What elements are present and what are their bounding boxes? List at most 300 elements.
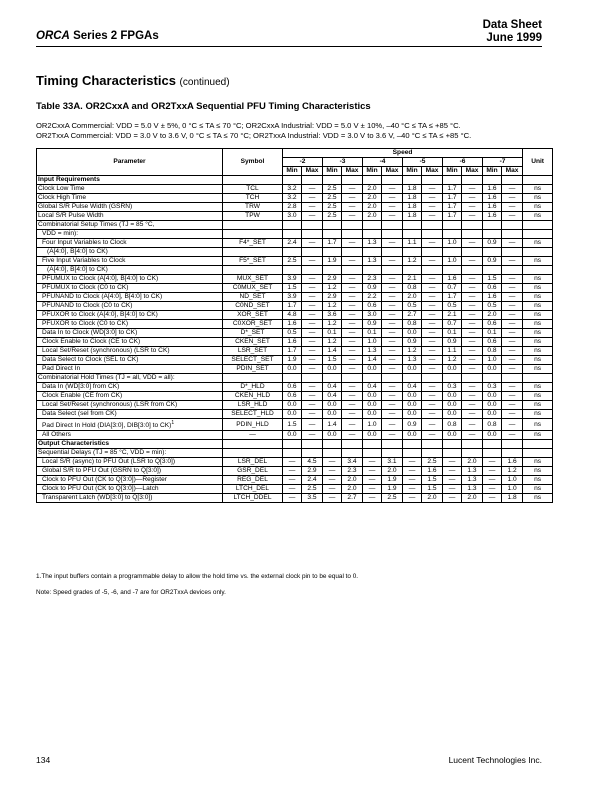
empty-cell (502, 248, 523, 257)
value-cell: — (342, 257, 363, 266)
symbol-cell: PDIN_HLD (223, 419, 283, 431)
unit-cell: ns (523, 419, 553, 431)
value-cell: — (422, 383, 443, 392)
empty-cell (422, 440, 443, 449)
value-cell: 1.8 (403, 185, 422, 194)
value-cell: 1.6 (483, 203, 502, 212)
empty-cell (302, 221, 323, 230)
unit-cell: ns (523, 383, 553, 392)
value-cell: 2.0 (363, 212, 382, 221)
symbol-cell: REG_DEL (223, 476, 283, 485)
empty-cell (283, 266, 302, 275)
speed-grade-header: -3 (323, 158, 363, 167)
unit-cell: ns (523, 338, 553, 347)
table-row (37, 248, 553, 257)
value-cell: 0.3 (483, 383, 502, 392)
parameter-text: Data In to Clock (WD[3:0] to CK) (42, 329, 138, 336)
value-cell: — (502, 410, 523, 419)
value-cell: 0.4 (323, 383, 342, 392)
value-cell: 0.6 (483, 338, 502, 347)
parameter-text: Four Input Variables to Clock (42, 239, 127, 246)
max-header: Max (422, 167, 443, 176)
value-cell: 0.9 (483, 239, 502, 248)
value-cell: 0.4 (323, 392, 342, 401)
header-unit: Unit (523, 149, 553, 176)
value-cell: — (502, 338, 523, 347)
empty-cell (443, 449, 462, 458)
empty-cell (523, 230, 553, 239)
value-cell: — (382, 329, 403, 338)
value-cell: — (302, 401, 323, 410)
parameter-text: Local S/R Pulse Width (38, 212, 104, 219)
value-cell: — (342, 383, 363, 392)
value-cell: — (342, 185, 363, 194)
value-cell: 1.3 (403, 356, 422, 365)
parameter-text: Local Set/Reset (synchronous) (LSR from CK) (42, 401, 178, 408)
value-cell: 0.0 (363, 365, 382, 374)
empty-cell (403, 266, 422, 275)
empty-cell (382, 248, 403, 257)
value-cell: 1.7 (443, 185, 462, 194)
value-cell: — (403, 467, 422, 476)
value-cell: 3.9 (283, 293, 302, 302)
unit-cell: ns (523, 239, 553, 248)
value-cell: — (422, 431, 443, 440)
unit-cell: ns (523, 284, 553, 293)
value-cell: — (462, 311, 483, 320)
value-cell: — (302, 239, 323, 248)
table-row (37, 467, 553, 476)
empty-cell (523, 248, 553, 257)
table-row (37, 320, 553, 329)
value-cell: — (422, 356, 443, 365)
value-cell: — (342, 203, 363, 212)
table-row (37, 410, 553, 419)
value-cell: 1.6 (483, 212, 502, 221)
header-parameter: Parameter (37, 149, 223, 176)
value-cell: 1.4 (363, 356, 382, 365)
header-meta (483, 19, 542, 45)
value-cell: 1.0 (483, 356, 502, 365)
value-cell: — (342, 194, 363, 203)
value-cell: — (363, 458, 382, 467)
max-header: Max (382, 167, 403, 176)
value-cell: 0.0 (443, 401, 462, 410)
value-cell: 1.1 (443, 347, 462, 356)
empty-cell (403, 176, 422, 185)
value-cell: — (382, 401, 403, 410)
empty-cell (502, 374, 523, 383)
empty-cell (323, 449, 342, 458)
max-header: Max (342, 167, 363, 176)
unit-cell: ns (523, 275, 553, 284)
empty-cell (483, 176, 502, 185)
parameter-text: Global S/R Pulse Width (GSRN) (38, 203, 133, 210)
value-cell: — (462, 275, 483, 284)
footnote-1: 1.The input buffers contain a programmable delay to allow the hold time vs. the external clock pin to be equal to 0. (36, 573, 359, 580)
unit-cell: ns (523, 329, 553, 338)
empty-cell (443, 176, 462, 185)
table-row (37, 494, 553, 503)
value-cell: 0.0 (403, 392, 422, 401)
empty-cell (302, 266, 323, 275)
value-cell: 0.0 (283, 365, 302, 374)
empty-cell (523, 221, 553, 230)
value-cell: 0.6 (483, 320, 502, 329)
value-cell: 2.0 (403, 293, 422, 302)
value-cell: 0.1 (483, 329, 502, 338)
empty-cell (382, 374, 403, 383)
section-note: (continued) (179, 77, 230, 88)
unit-cell: ns (523, 302, 553, 311)
value-cell: 1.6 (283, 320, 302, 329)
empty-cell (223, 248, 283, 257)
value-cell: 0.0 (363, 410, 382, 419)
value-cell: — (462, 203, 483, 212)
value-cell: — (462, 356, 483, 365)
value-cell: 1.5 (422, 476, 443, 485)
value-cell: — (302, 302, 323, 311)
value-cell: 2.9 (323, 293, 342, 302)
empty-cell (462, 449, 483, 458)
unit-cell: ns (523, 293, 553, 302)
value-cell: — (502, 194, 523, 203)
value-cell: — (502, 320, 523, 329)
value-cell: 1.9 (283, 356, 302, 365)
empty-cell (283, 449, 302, 458)
value-cell: 0.0 (443, 410, 462, 419)
value-cell: — (462, 212, 483, 221)
value-cell: — (422, 329, 443, 338)
unit-cell: ns (523, 467, 553, 476)
value-cell: — (443, 494, 462, 503)
value-cell: 0.4 (403, 383, 422, 392)
value-cell: 1.0 (363, 338, 382, 347)
value-cell: — (342, 311, 363, 320)
empty-cell (323, 221, 342, 230)
value-cell: — (403, 485, 422, 494)
empty-cell (523, 374, 553, 383)
value-cell: — (382, 194, 403, 203)
value-cell: — (302, 392, 323, 401)
value-cell: 3.2 (283, 185, 302, 194)
value-cell: 1.6 (483, 293, 502, 302)
value-cell: 1.2 (323, 284, 342, 293)
value-cell: — (462, 338, 483, 347)
empty-cell (302, 449, 323, 458)
value-cell: — (382, 338, 403, 347)
min-header: Min (483, 167, 502, 176)
empty-cell (323, 176, 342, 185)
value-cell: 1.5 (283, 284, 302, 293)
symbol-cell: TCH (223, 194, 283, 203)
value-cell: — (342, 239, 363, 248)
unit-cell: ns (523, 410, 553, 419)
value-cell: — (382, 383, 403, 392)
value-cell: 1.2 (403, 257, 422, 266)
empty-cell (443, 230, 462, 239)
empty-cell (502, 176, 523, 185)
symbol-cell: PDIN_SET (223, 365, 283, 374)
empty-cell (342, 221, 363, 230)
value-cell: — (443, 467, 462, 476)
empty-cell (523, 176, 553, 185)
parameter-text: Clock Enable (CE from CK) (42, 392, 123, 399)
empty-cell (382, 176, 403, 185)
value-cell: — (302, 212, 323, 221)
value-cell: 0.3 (443, 383, 462, 392)
value-cell: 0.5 (403, 302, 422, 311)
value-cell: — (323, 458, 342, 467)
value-cell: 2.0 (462, 458, 483, 467)
empty-cell (422, 176, 443, 185)
value-cell: — (302, 329, 323, 338)
value-cell: — (302, 311, 323, 320)
symbol-cell: TPW (223, 212, 283, 221)
value-cell: 0.0 (443, 365, 462, 374)
value-cell: — (382, 293, 403, 302)
value-cell: 3.4 (342, 458, 363, 467)
value-cell: — (462, 293, 483, 302)
empty-cell (342, 266, 363, 275)
value-cell: 0.6 (483, 284, 502, 293)
empty-cell (462, 230, 483, 239)
unit-cell: ns (523, 203, 553, 212)
value-cell: — (502, 212, 523, 221)
value-cell: 1.6 (483, 194, 502, 203)
empty-cell (323, 374, 342, 383)
parameter-cell (37, 338, 223, 347)
value-cell: 0.0 (403, 410, 422, 419)
parameter-cell (37, 185, 223, 194)
value-cell: 1.7 (283, 302, 302, 311)
parameter-cell (37, 419, 223, 431)
empty-cell (223, 221, 283, 230)
value-cell: — (502, 392, 523, 401)
value-cell: 0.9 (483, 257, 502, 266)
value-cell: — (462, 347, 483, 356)
speed-grade-header: -5 (403, 158, 443, 167)
value-cell: — (302, 257, 323, 266)
value-cell: 1.0 (363, 419, 382, 431)
value-cell: 0.9 (363, 284, 382, 293)
value-cell: 1.3 (462, 485, 483, 494)
parameter-text: Local Set/Reset (synchronous) (LSR to CK) (42, 347, 170, 354)
value-cell: 2.0 (422, 494, 443, 503)
value-cell: 0.0 (443, 392, 462, 401)
header-symbol: Symbol (223, 149, 283, 176)
parameter-cell (37, 356, 223, 365)
parameter-text: VDD = min): (42, 230, 79, 237)
value-cell: 2.4 (302, 476, 323, 485)
value-cell: — (323, 476, 342, 485)
unit-cell: ns (523, 494, 553, 503)
conditions-line-2: OR2TxxA Commercial: VDD = 3.0 V to 3.6 V, 0 °C ≤ TA ≤ 70 °C; OR2TxxA Industrial: VDD = 3.0 V to 3.6 V, –40 °C ≤ TA ≤ +85 °C. (36, 131, 472, 140)
table-row (37, 212, 553, 221)
empty-cell (483, 449, 502, 458)
value-cell: — (403, 494, 422, 503)
parameter-text: PFUMUX to Clock (C0 to CK) (42, 284, 129, 291)
empty-cell (302, 248, 323, 257)
value-cell: — (363, 467, 382, 476)
value-cell: — (382, 239, 403, 248)
value-cell: 0.0 (483, 365, 502, 374)
value-cell: 2.5 (302, 485, 323, 494)
value-cell: 1.2 (502, 467, 523, 476)
value-cell: 2.5 (422, 458, 443, 467)
value-cell: 0.6 (283, 383, 302, 392)
value-cell: 2.5 (323, 212, 342, 221)
value-cell: 1.9 (323, 257, 342, 266)
parameter-text: PFUNAND to Clock (C0 to CK) (42, 302, 133, 309)
value-cell: — (283, 476, 302, 485)
header-title (36, 30, 159, 42)
empty-cell (483, 374, 502, 383)
empty-cell (382, 230, 403, 239)
value-cell: — (422, 311, 443, 320)
empty-cell (382, 221, 403, 230)
parameter-cell (37, 257, 223, 266)
unit-cell: ns (523, 194, 553, 203)
table-row (37, 392, 553, 401)
table-row (37, 185, 553, 194)
value-cell: — (422, 284, 443, 293)
empty-cell (363, 248, 382, 257)
value-cell: — (283, 485, 302, 494)
value-cell: — (462, 284, 483, 293)
max-header: Max (502, 167, 523, 176)
parameter-text: Global S/R to PFU Out (GSRN to Q[3:0]) (42, 467, 162, 475)
empty-cell (502, 440, 523, 449)
parameter-cell (37, 347, 223, 356)
value-cell: — (382, 212, 403, 221)
value-cell: 0.5 (283, 329, 302, 338)
table-row (37, 458, 553, 467)
value-cell: — (422, 212, 443, 221)
value-cell: — (342, 320, 363, 329)
value-cell: 1.2 (323, 302, 342, 311)
parameter-text: Output Characteristics (38, 440, 110, 448)
value-cell: — (502, 383, 523, 392)
empty-cell (363, 230, 382, 239)
min-header: Min (403, 167, 422, 176)
empty-cell (462, 374, 483, 383)
table-row (37, 329, 553, 338)
value-cell: 2.0 (363, 185, 382, 194)
parameter-text: Pad Direct In (42, 365, 81, 372)
value-cell: — (302, 365, 323, 374)
parameter-cell (37, 311, 223, 320)
speed-grade-header: -4 (363, 158, 403, 167)
symbol-cell: D*_HLD (223, 383, 283, 392)
value-cell: 2.0 (342, 476, 363, 485)
parameter-text: Clock Low Time (38, 185, 85, 192)
empty-cell (443, 440, 462, 449)
empty-cell (363, 176, 382, 185)
section-title (36, 73, 230, 88)
value-cell: 1.6 (443, 275, 462, 284)
value-cell: — (403, 458, 422, 467)
empty-cell (223, 449, 283, 458)
parameter-text: Combinatorial Hold Times (TJ = all, VDD = all): (38, 374, 175, 381)
value-cell: — (302, 419, 323, 431)
value-cell: — (422, 347, 443, 356)
value-cell: 0.5 (443, 302, 462, 311)
value-cell: 0.0 (323, 365, 342, 374)
value-cell: 2.5 (323, 185, 342, 194)
table-title: Table 33A. OR2CxxA and OR2TxxA Sequential PFU Timing Characteristics (36, 101, 371, 112)
parameter-text: PFUXOR to Clock (C0 to CK) (42, 320, 129, 327)
unit-cell: ns (523, 458, 553, 467)
value-cell: — (283, 494, 302, 503)
value-cell: — (422, 302, 443, 311)
value-cell: 0.6 (283, 392, 302, 401)
empty-cell (403, 230, 422, 239)
table-row (37, 401, 553, 410)
value-cell: — (502, 239, 523, 248)
empty-cell (323, 440, 342, 449)
empty-cell (523, 449, 553, 458)
value-cell: 0.0 (403, 401, 422, 410)
parameter-cell (37, 320, 223, 329)
value-cell: 3.9 (283, 275, 302, 284)
value-cell: — (382, 284, 403, 293)
table-row (37, 374, 553, 383)
value-cell: 1.7 (443, 293, 462, 302)
value-cell: — (462, 383, 483, 392)
symbol-cell: D*_SET (223, 329, 283, 338)
value-cell: — (502, 302, 523, 311)
table-section-row (37, 176, 553, 185)
section-heading: Timing Characteristics (36, 73, 176, 88)
value-cell: 0.1 (323, 329, 342, 338)
value-cell: 2.4 (283, 239, 302, 248)
value-cell: — (382, 311, 403, 320)
value-cell: 0.0 (363, 392, 382, 401)
value-cell: — (502, 401, 523, 410)
value-cell: 1.0 (502, 485, 523, 494)
table-row (37, 365, 553, 374)
value-cell: — (462, 239, 483, 248)
parameter-text: Input Requirements (38, 176, 100, 183)
parameter-cell (37, 410, 223, 419)
table-row (37, 485, 553, 494)
parameter-cell (37, 365, 223, 374)
value-cell: 1.3 (363, 347, 382, 356)
footnote-marker: 1 (171, 420, 175, 426)
parameter-cell (37, 302, 223, 311)
table-row (37, 203, 553, 212)
value-cell: 2.5 (382, 494, 403, 503)
brand-name: ORCA (36, 30, 70, 42)
value-cell: — (443, 476, 462, 485)
empty-cell (223, 230, 283, 239)
value-cell: 1.7 (323, 239, 342, 248)
value-cell: — (382, 365, 403, 374)
table-row (37, 431, 553, 440)
table-row (37, 476, 553, 485)
value-cell: — (462, 410, 483, 419)
value-cell: 2.9 (302, 467, 323, 476)
value-cell: — (382, 275, 403, 284)
parameter-cell (37, 275, 223, 284)
value-cell: — (342, 338, 363, 347)
value-cell: 0.9 (403, 419, 422, 431)
value-cell: 1.6 (283, 338, 302, 347)
unit-cell: ns (523, 320, 553, 329)
value-cell: 3.6 (323, 311, 342, 320)
parameter-text: (A[4:0], B[4:0] to CK) (47, 248, 108, 255)
